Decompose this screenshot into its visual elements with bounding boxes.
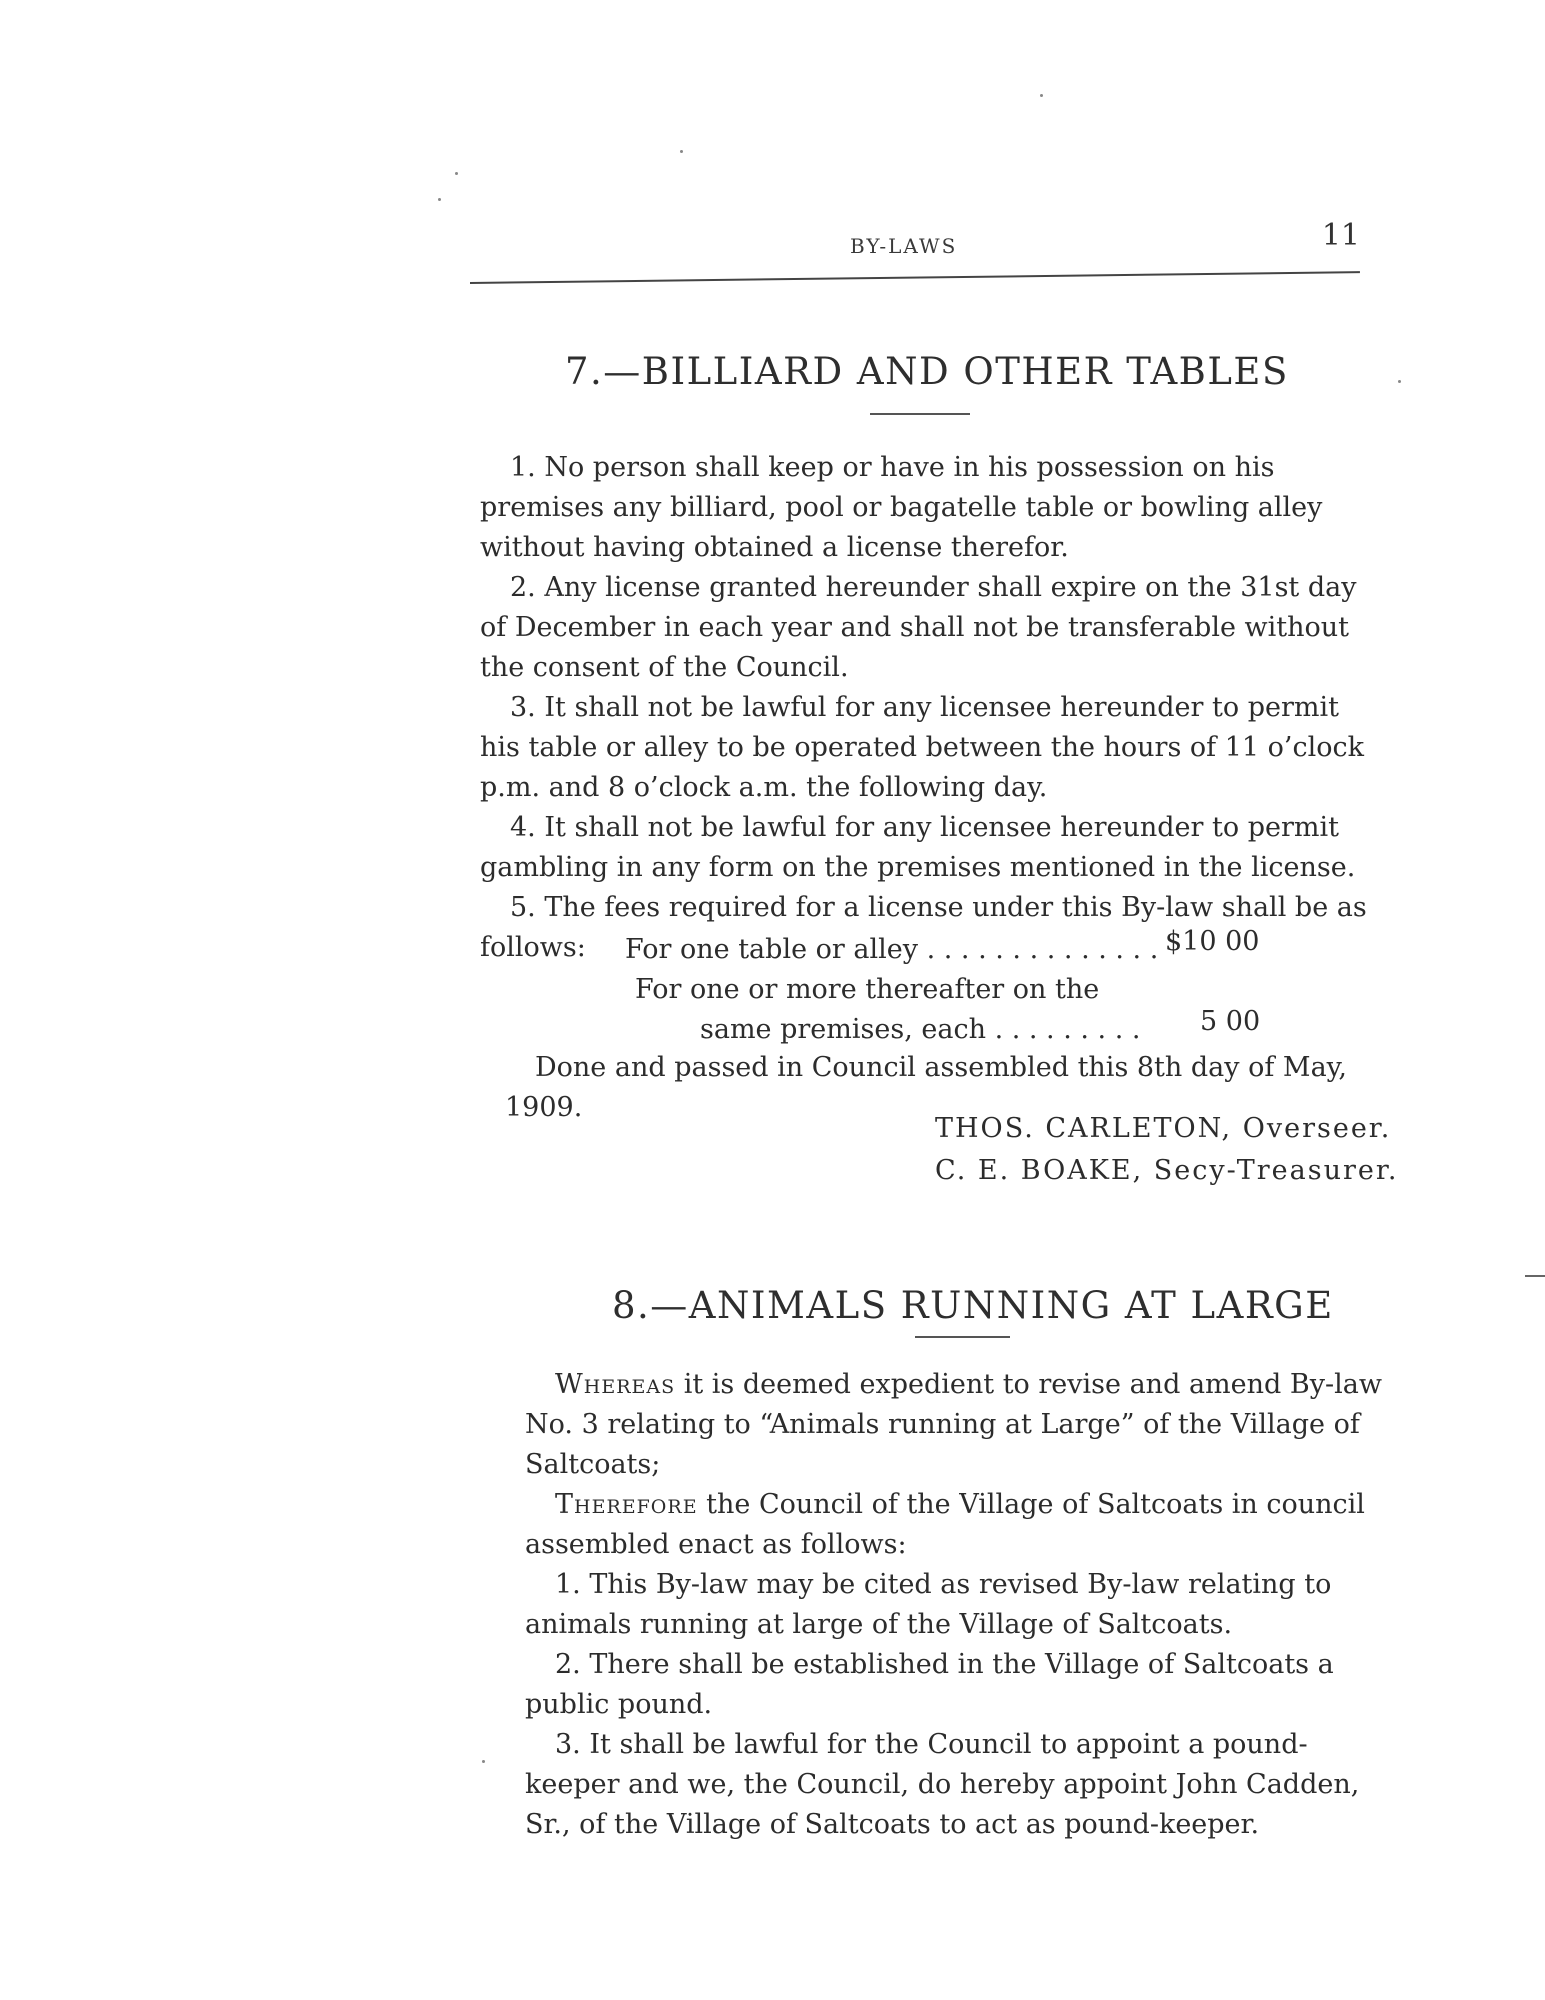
page-number: 11	[1321, 218, 1360, 253]
section-8-paragraph-1: 1. This By-law may be cited as revised By-law relating to animals running at large of the Village of Saltcoats.	[525, 1569, 1332, 1640]
therefore-paragraph	[525, 1485, 1385, 1565]
fee-row-2	[700, 1014, 1140, 1045]
scan-speck	[438, 198, 441, 201]
scan-speck	[455, 172, 458, 175]
section-8-paragraph-3: 3. It shall be lawful for the Council to appoint a pound-keeper and we, the Council, do hereby appoint John Cadden, Sr., of the Village of Saltcoats to act as pound-keeper.	[525, 1729, 1360, 1840]
scan-speck	[1040, 94, 1043, 97]
scan-speck	[1398, 380, 1401, 383]
fee-row-1-dots: . . . . . . . . . . . . . .	[926, 934, 1159, 965]
section-7-paragraph-4: 4. It shall not be lawful for any licensee hereunder to permit gambling in any form on the premises mentioned in the license.	[480, 812, 1356, 883]
signature-overseer: THOS. CARLETON, Overseer.	[935, 1113, 1392, 1144]
section-7-paragraph-2: 2. Any license granted hereunder shall expire on the 31st day of December in each year and shall not be transferable without the consent of the Council.	[480, 572, 1357, 683]
scan-speck	[482, 1760, 485, 1763]
header-rule	[470, 271, 1360, 284]
therefore-text: the Council of the Village of Saltcoats in council assembled enact as follows:	[525, 1489, 1365, 1560]
signature-treasurer: C. E. BOAKE, Secy-Treasurer.	[935, 1155, 1399, 1186]
fee-row-2-amount: 5 00	[1200, 1006, 1261, 1037]
whereas-lead: Whereas	[555, 1369, 676, 1400]
section-7-heading: 7.—BILLIARD AND OTHER TABLES	[565, 350, 1289, 393]
section-7-rule	[870, 413, 970, 415]
section-7-paragraph-1: 1. No person shall keep or have in his possession on his premises any billiard, pool or bagatelle table or bowling alley without having obtained a license therefor.	[480, 452, 1323, 563]
running-header	[470, 218, 1360, 268]
passed-text: Done and passed in Council assembled this 8th day of May, 1909.	[505, 1052, 1347, 1123]
fee-row-2-dots: . . . . . . . . .	[994, 1014, 1141, 1045]
fee-row-1-label: For one table or alley	[625, 934, 918, 965]
whereas-paragraph	[525, 1365, 1385, 1485]
running-title: BY-LAWS	[850, 234, 958, 258]
therefore-lead: Therefore	[555, 1489, 698, 1520]
section-7-body	[480, 448, 1370, 968]
section-8-rule	[915, 1336, 1010, 1338]
fee-row-2-label-b: same premises, each	[700, 1014, 986, 1045]
scan-speck	[680, 150, 683, 153]
section-8-paragraph-2: 2. There shall be established in the Village of Saltcoats a public pound.	[525, 1649, 1334, 1720]
section-7-paragraph-3: 3. It shall not be lawful for any licensee hereunder to permit his table or alley to be operated between the hours of 11 o’clock p.m. and 8 o’clock a.m. the following day.	[480, 692, 1364, 803]
fee-row-2-label-a: For one or more thereafter on the	[635, 974, 1100, 1005]
section-8-body	[525, 1365, 1385, 1845]
margin-mark	[1525, 1275, 1545, 1277]
section-8-heading: 8.—ANIMALS RUNNING AT LARGE	[612, 1284, 1334, 1327]
fee-row-1	[625, 934, 1158, 965]
section-7-paragraph-5: 5. The fees required for a license under this By-law shall be as follows:	[480, 892, 1367, 963]
fee-row-1-amount: $10 00	[1165, 926, 1260, 957]
whereas-text: it is deemed expedient to revise and amend By-law No. 3 relating to “Animals running at Large” of the Village of Saltcoats;	[525, 1369, 1382, 1480]
